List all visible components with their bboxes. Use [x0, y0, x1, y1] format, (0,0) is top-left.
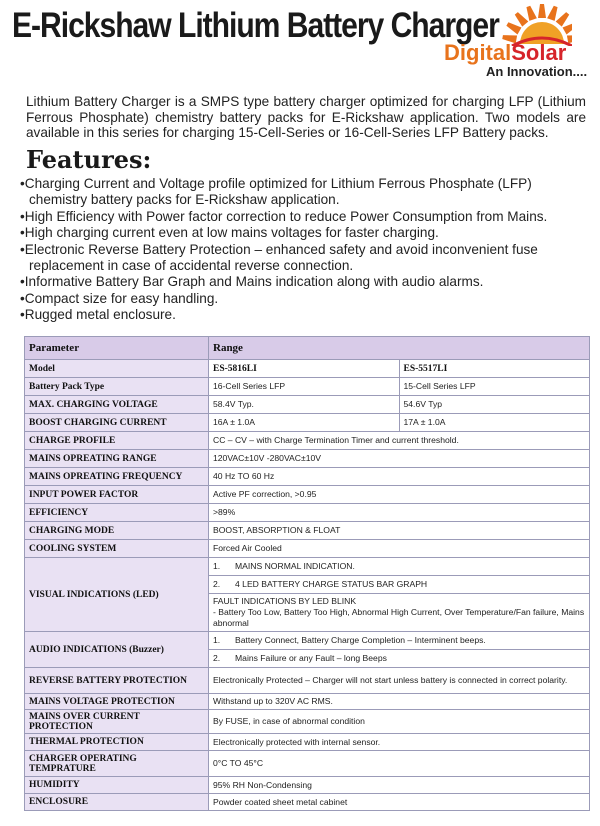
feature-item: • Informative Battery Bar Graph and Mains indication along with audio alarms. — [20, 274, 590, 290]
value-a: 58.4V Typ. — [209, 396, 400, 414]
item-text: Battery Connect, Battery Charge Completion – Interminent beeps. — [235, 635, 486, 645]
value-a: 16A ± 1.0A — [209, 414, 400, 432]
param-label: MAX. CHARGING VOLTAGE — [25, 396, 209, 414]
param-label: EFFICIENCY — [25, 504, 209, 522]
param-value: Withstand up to 320V AC RMS. — [209, 694, 590, 710]
param-label: MAINS OPREATING RANGE — [25, 450, 209, 468]
item-number: 2. — [213, 653, 221, 663]
table-row — [25, 751, 590, 777]
param-label: INPUT POWER FACTOR — [25, 486, 209, 504]
param-value: >89% — [209, 504, 590, 522]
intro-paragraph: Lithium Battery Charger is a SMPS type battery charger optimized for charging LFP (Lithium Ferrous Phosphate) chemistry battery packs for E-Rickshaw application. Two models are available in this series for charging 15-Cell-Series or 16-Cell-Series LFP Battery packs. — [26, 94, 586, 140]
item-number: 1. — [213, 561, 221, 571]
item-number: 1. — [213, 635, 221, 645]
param-value: 120VAC±10V -280VAC±10V — [209, 450, 590, 468]
item-text: Mains Failure or any Fault – long Beeps — [235, 653, 387, 663]
param-label: MAINS OPREATING FREQUENCY — [25, 468, 209, 486]
table-row — [25, 522, 590, 540]
header-parameter: Parameter — [25, 337, 209, 360]
visual-item — [209, 576, 590, 594]
param-value: By FUSE, in case of abnormal condition — [209, 710, 590, 734]
param-value: 0°C TO 45°C — [209, 751, 590, 777]
features-heading: Features: — [26, 145, 152, 174]
header-range: Range — [209, 337, 590, 360]
param-label: MAINS OVER CURRENT PROTECTION — [25, 710, 209, 734]
value-a: 16-Cell Series LFP — [209, 378, 400, 396]
feature-item: • High Efficiency with Power factor correction to reduce Power Consumption from Mains. — [20, 209, 590, 225]
model-b: ES-5517LI — [399, 360, 590, 378]
feature-item: • Compact size for easy handling. — [20, 291, 590, 307]
specification-table — [24, 336, 590, 811]
param-label: MAINS VOLTAGE PROTECTION — [25, 694, 209, 710]
feature-item: • High charging current even at low mains voltages for faster charging. — [20, 225, 590, 241]
param-label: AUDIO INDICATIONS (Buzzer) — [25, 632, 209, 668]
table-row — [25, 486, 590, 504]
table-row — [25, 540, 590, 558]
param-value: Powder coated sheet metal cabinet — [209, 794, 590, 811]
features-list — [20, 176, 590, 324]
table-row — [25, 432, 590, 450]
param-value: Electronically protected with internal sensor. — [209, 734, 590, 751]
param-value: Active PF correction, >0.95 — [209, 486, 590, 504]
param-label: CHARGE PROFILE — [25, 432, 209, 450]
value-b: 54.6V Typ — [399, 396, 590, 414]
param-label: CHARGING MODE — [25, 522, 209, 540]
feature-item: • Electronic Reverse Battery Protection – enhanced safety and avoid inconvenient fuse replacement in case of accidental reverse connection. — [20, 242, 590, 275]
page-title: E-Rickshaw Lithium Battery Charger — [12, 6, 499, 45]
audio-item — [209, 632, 590, 650]
param-value: 95% RH Non-Condensing — [209, 777, 590, 794]
param-label: THERMAL PROTECTION — [25, 734, 209, 751]
table-row — [25, 414, 590, 432]
model-a: ES-5816LI — [209, 360, 400, 378]
table-row — [25, 468, 590, 486]
param-value: CC – CV – with Charge Termination Timer and current threshold. — [209, 432, 590, 450]
digital-solar-logo — [440, 4, 596, 82]
item-number: 2. — [213, 579, 221, 589]
item-text: 4 LED BATTERY CHARGE STATUS BAR GRAPH — [235, 579, 428, 589]
logo-tagline: An Innovation.... — [486, 64, 588, 79]
param-value: 40 Hz TO 60 Hz — [209, 468, 590, 486]
table-row — [25, 668, 590, 694]
param-label: BOOST CHARGING CURRENT — [25, 414, 209, 432]
param-label: COOLING SYSTEM — [25, 540, 209, 558]
param-label: CHARGER OPERATING TEMPRATURE — [25, 751, 209, 777]
table-row — [25, 360, 590, 378]
fault-title: FAULT INDICATIONS BY LED BLINK — [213, 596, 357, 606]
table-row — [25, 450, 590, 468]
fault-text: - Battery Too Low, Battery Too High, Abnormal High Current, Over Temperature/Fan failure, Mains abnormal — [213, 607, 585, 628]
value-b: 15-Cell Series LFP — [399, 378, 590, 396]
param-label: Model — [25, 360, 209, 378]
feature-item: • Charging Current and Voltage profile optimized for Lithium Ferrous Phosphate (LFP) chemistry battery packs for E-Rickshaw application. — [20, 176, 590, 209]
table-row — [25, 777, 590, 794]
table-row — [25, 710, 590, 734]
param-label: ENCLOSURE — [25, 794, 209, 811]
table-row — [25, 504, 590, 522]
feature-item: • Rugged metal enclosure. — [20, 307, 590, 323]
value-b: 17A ± 1.0A — [399, 414, 590, 432]
fault-indications — [209, 594, 590, 632]
param-label: HUMIDITY — [25, 777, 209, 794]
param-label: REVERSE BATTERY PROTECTION — [25, 668, 209, 694]
table-row — [25, 632, 590, 650]
table-row — [25, 396, 590, 414]
visual-item — [209, 558, 590, 576]
param-label: VISUAL INDICATIONS (LED) — [25, 558, 209, 632]
table-row — [25, 694, 590, 710]
table-row — [25, 794, 590, 811]
item-text: MAINS NORMAL INDICATION. — [235, 561, 355, 571]
param-value: Electronically Protected – Charger will not start unless battery is connected in correct polarity. — [209, 668, 590, 694]
table-row — [25, 734, 590, 751]
logo-brand: DigitalSolar — [444, 40, 567, 65]
table-header-row — [25, 337, 590, 360]
param-value: Forced Air Cooled — [209, 540, 590, 558]
table-row — [25, 558, 590, 576]
param-label: Battery Pack Type — [25, 378, 209, 396]
param-value: BOOST, ABSORPTION & FLOAT — [209, 522, 590, 540]
audio-item — [209, 650, 590, 668]
table-row — [25, 378, 590, 396]
